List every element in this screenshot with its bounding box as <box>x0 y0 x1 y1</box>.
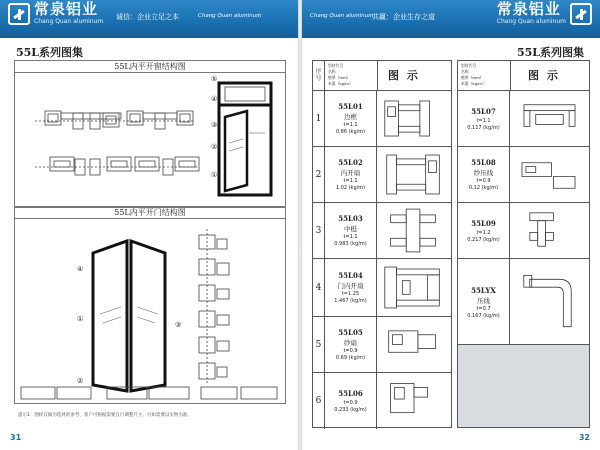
profile-name: 内开扇 <box>340 169 361 177</box>
door-section-bottom <box>21 387 277 399</box>
window-structure-panel <box>14 60 286 208</box>
header-band <box>302 0 600 38</box>
door-structure-panel <box>14 206 286 404</box>
profile-section-drawing <box>510 91 589 146</box>
profile-code: 55L05 <box>338 328 363 337</box>
table-row <box>313 147 451 203</box>
header-label-weight: 米重（kg/m） <box>328 80 353 86</box>
table-row <box>313 259 451 317</box>
profile-section-drawing <box>377 317 451 372</box>
brand-logo <box>497 2 592 25</box>
profile-code: 55L08 <box>471 158 496 167</box>
illustration-header: 图 示 <box>528 69 560 82</box>
door-elevation <box>93 241 165 391</box>
seq-header: 序号 <box>313 61 325 91</box>
profile-thickness: t=1.2 <box>476 229 491 236</box>
row-number: 2 <box>313 147 325 202</box>
series-title: 55L系列图集 <box>516 46 584 59</box>
profile-table-right <box>457 60 590 345</box>
row-number: 6 <box>313 373 325 429</box>
window-callout-1: ① <box>211 171 218 179</box>
profile-section-drawing <box>377 259 451 316</box>
row-number: 3 <box>313 203 325 258</box>
table-row <box>458 259 589 346</box>
profile-weight: 1.02 (kg/m) <box>335 185 366 191</box>
profile-section-drawing <box>377 373 451 429</box>
header-label-thickness: 壁厚（mm） <box>461 74 484 80</box>
profile-weight: 0.983 (kg/m) <box>334 241 367 247</box>
window-callout-5: ⑤ <box>211 75 218 83</box>
profile-weight: 1.467 (kg/m) <box>334 298 367 304</box>
profile-table <box>312 60 590 428</box>
window-structure-diagram <box>15 73 285 207</box>
door-callout-4: ④ <box>77 265 84 273</box>
door-callout-1: ① <box>77 315 84 323</box>
profile-thickness: t=1.25 <box>341 291 360 297</box>
slogan-brand-en: Chang Quan aluminum <box>198 13 262 19</box>
header-band <box>0 0 298 38</box>
profile-thickness: t=0.7 <box>476 306 491 312</box>
table-row <box>458 203 589 259</box>
profile-thickness: t=0.9 <box>343 348 358 354</box>
header-label-code: 型材代号 <box>461 63 477 68</box>
profile-table-left <box>312 60 452 428</box>
header-label-name: 名称 <box>461 68 469 74</box>
profile-thickness: t=1.1 <box>343 234 358 240</box>
table-row <box>313 203 451 259</box>
door-profile-stack <box>199 229 229 385</box>
window-callout-3: ③ <box>211 121 218 129</box>
slogan: 诚信：企业立足之本 <box>116 13 179 21</box>
profile-name: 门内开扇 <box>337 282 364 290</box>
table-row <box>458 147 589 203</box>
header-label-name: 名称 <box>328 68 336 74</box>
profile-section-drawing <box>377 203 451 258</box>
table-row <box>458 91 589 147</box>
profile-name: 压线 <box>477 297 490 305</box>
window-callout-4: ④ <box>211 95 218 103</box>
door-structure-diagram <box>15 219 285 403</box>
panel-title: 55L内平开门结构图 <box>15 207 285 219</box>
brand-name-en: Chang Quan aluminum <box>34 18 104 25</box>
illustration-header: 图 示 <box>388 69 420 82</box>
window-section-bottom <box>50 157 199 175</box>
slogan: 共赢：企业生存之道 <box>372 13 435 21</box>
profile-code: 55L04 <box>338 271 363 280</box>
profile-weight: 0.167 (kg/m) <box>467 313 500 319</box>
profile-name: 纱扇 <box>344 339 357 347</box>
profile-section-drawing <box>377 91 451 146</box>
window-elevation <box>219 83 271 195</box>
table-header <box>458 61 589 91</box>
slogan-brand-en: Chang Quan aluminum <box>310 13 374 19</box>
profile-name: 纱压线 <box>473 169 494 177</box>
panel-title: 55L内平开窗结构图 <box>15 61 285 73</box>
profile-section-drawing <box>377 147 451 202</box>
logo-mark-icon <box>570 3 592 25</box>
empty-table-area <box>457 345 590 428</box>
table-row <box>313 317 451 373</box>
profile-section-drawing <box>510 259 589 346</box>
profile-code: 55L03 <box>338 214 363 223</box>
window-section-top <box>45 111 193 129</box>
table-row <box>313 91 451 147</box>
page-number: 32 <box>578 433 590 442</box>
profile-code: 55L09 <box>471 218 496 228</box>
table-header <box>313 61 451 91</box>
profile-weight: 0.86 (kg/m) <box>335 129 366 135</box>
profile-weight: 0.12 (kg/m) <box>468 185 499 191</box>
profile-weight: 0.117 (kg/m) <box>467 124 500 131</box>
series-title: 55L系列图集 <box>16 46 84 59</box>
profile-thickness: t=1.1 <box>343 122 358 128</box>
door-callout-2: ② <box>77 377 84 385</box>
profile-section-drawing <box>510 147 589 202</box>
profile-weight: 0.217 (kg/m) <box>467 236 500 243</box>
profile-weight: 0.233 (kg/m) <box>334 407 367 413</box>
brand-logo <box>8 2 103 25</box>
header-label-weight: 米重（kg/m） <box>461 80 486 86</box>
profile-code: 55L02 <box>338 158 363 167</box>
profile-thickness: t=1.1 <box>476 117 491 124</box>
profile-thickness: t=1.1 <box>343 178 358 184</box>
right-page <box>302 0 600 450</box>
profile-thickness: t=0.9 <box>476 178 491 184</box>
row-number: 1 <box>313 91 325 146</box>
footnote: 提示1：图样仅做为选材的参考，客户可根据需要自行调整尺寸，另如需要以实物为准。 <box>18 413 192 418</box>
window-callout-2: ② <box>211 143 218 151</box>
brand-name: 常泉铝业 <box>34 0 99 18</box>
profile-code: 55L07 <box>471 106 496 116</box>
profile-weight: 0.69 (kg/m) <box>335 355 366 361</box>
door-callout-3: ③ <box>175 321 182 329</box>
row-number: 5 <box>313 317 325 372</box>
table-row <box>313 373 451 429</box>
profile-code: 55L01 <box>338 102 363 111</box>
profile-name: 边框 <box>344 113 357 121</box>
profile-code: 55L06 <box>338 389 363 398</box>
brand-name: 常泉铝业 <box>496 0 561 18</box>
left-page <box>0 0 298 450</box>
header-label-code: 型材代号 <box>328 63 344 68</box>
logo-mark-icon <box>8 3 30 25</box>
page-number: 31 <box>10 433 22 442</box>
header-label-thickness: 壁厚（mm） <box>328 74 351 80</box>
row-number: 4 <box>313 259 325 316</box>
profile-section-drawing <box>510 203 589 258</box>
brand-name-en: Chang Quan aluminum <box>496 18 566 25</box>
profile-name: 中梃 <box>344 225 357 233</box>
profile-code: 55LYX <box>471 286 496 295</box>
profile-thickness: t=0.9 <box>343 400 358 406</box>
